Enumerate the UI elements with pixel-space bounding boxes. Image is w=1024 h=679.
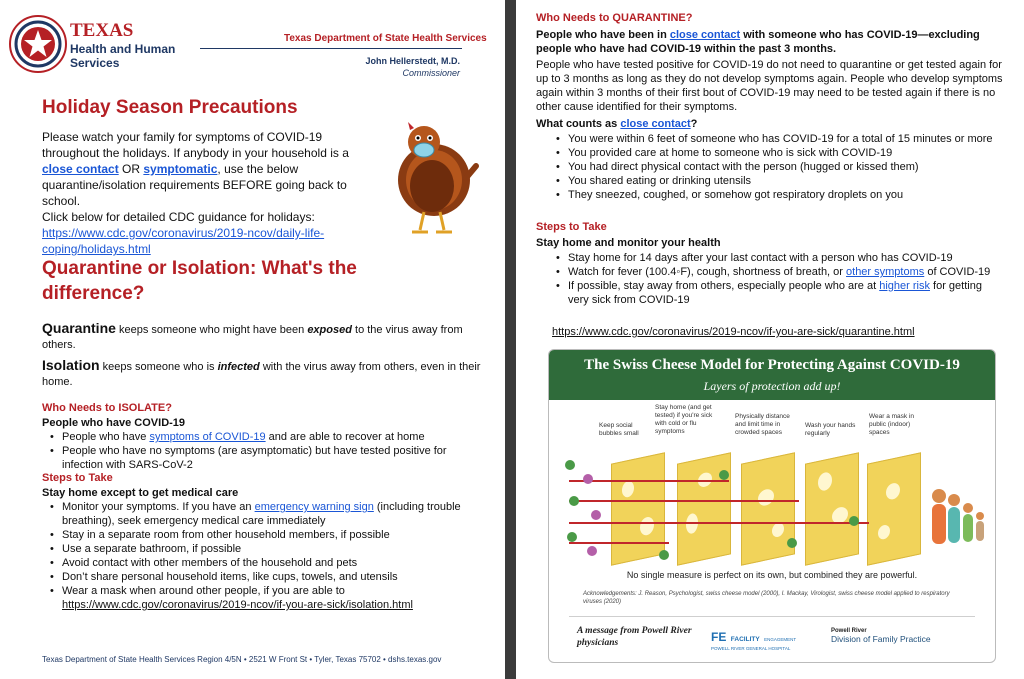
cheese-slice-5 bbox=[867, 452, 921, 565]
holiday-or: OR bbox=[118, 162, 144, 176]
list-item: • You provided care at home to someone who is sick with COVID-19 bbox=[550, 146, 1000, 160]
holiday-text-2: , use the below quarantine/isolation requirements BEFORE going back to school. bbox=[42, 162, 347, 208]
arrow-4 bbox=[569, 542, 669, 544]
steps-list bbox=[44, 500, 484, 598]
list-item: • Wear a mask when around other people, if you are able to bbox=[44, 584, 484, 598]
isolation-url-link[interactable]: https://www.cdc.gov/coronavirus/2019-ncov/if-you-are-sick/isolation.html bbox=[62, 599, 413, 611]
footer-divider bbox=[569, 616, 975, 617]
emergency-warning-link[interactable]: emergency warning sign bbox=[254, 501, 374, 513]
layer-label-3: Physically distance and limit time in crowded spaces bbox=[735, 413, 790, 436]
cheese-slice-4 bbox=[805, 452, 859, 565]
turkey-icon bbox=[384, 108, 480, 236]
layer-label-1: Keep social bubbles small bbox=[599, 422, 639, 437]
list-item: • They sneezed, coughed, or somehow got respiratory droplets on you bbox=[550, 188, 1000, 202]
list-item: • Avoid contact with other members of the household and pets bbox=[44, 556, 484, 570]
list-item: • Stay home for 14 days after your last contact with a person who has COVID-19 bbox=[550, 251, 1000, 265]
layer-label-2: Stay home (and get tested) if you're sick with cold or flu symptoms bbox=[655, 404, 713, 435]
list-item: • Use a separate bathroom, if possible bbox=[44, 542, 484, 556]
close-contact-link[interactable]: close contact bbox=[42, 162, 119, 176]
isolation-text-1: keeps someone who is bbox=[99, 361, 218, 373]
holiday-text-1: Please watch your family for symptoms of COVID-19 throughout the holidays. If anybody in your household is a bbox=[42, 130, 349, 160]
logo-text-2: Health and Human bbox=[70, 42, 176, 56]
facility-text-3: POWELL RIVER GENERAL HOSPITAL bbox=[711, 646, 791, 651]
list-item: • Stay in a separate room from other household members, if possible bbox=[44, 528, 484, 542]
isolate-subheading: People who have COVID-19 bbox=[42, 417, 186, 429]
commissioner-title: Commissioner bbox=[402, 68, 460, 78]
virus-icon bbox=[787, 538, 797, 548]
facility-text-1: FACILITY bbox=[730, 636, 760, 643]
logo-text-3: Services bbox=[70, 56, 120, 70]
quarantine-word: Quarantine bbox=[42, 320, 116, 336]
isolation-word: Isolation bbox=[42, 357, 100, 373]
close-contact-link[interactable]: close contact bbox=[669, 29, 741, 41]
family-icon bbox=[927, 482, 987, 552]
quarantine-paragraph: People who have tested positive for COVID-19 do not need to quarantine or get tested again for up to 3 months as long as they do not develop symptoms again. People who develop symptoms again within 3 months of their first bout of COVID-19 may need to be tested again if there is no other cause identified for their symptoms. bbox=[536, 59, 1003, 113]
virus-icon bbox=[583, 474, 593, 484]
message-from: A message from Powell River physicians bbox=[577, 626, 692, 648]
steps-subheading-right: Stay home and monitor your health bbox=[536, 237, 721, 249]
arrow-2 bbox=[569, 500, 799, 502]
family-illustration bbox=[927, 482, 987, 552]
virus-icon bbox=[849, 516, 859, 526]
arrow-1 bbox=[569, 480, 729, 482]
symptoms-link[interactable]: symptoms of COVID-19 bbox=[149, 431, 266, 443]
quarantine-who: People who have been in close contact with someone who has COVID-19—excluding people who have had COVID-19 within the past 3 months. bbox=[536, 29, 980, 55]
right-page bbox=[516, 0, 1024, 679]
steps-heading: Steps to Take bbox=[42, 472, 113, 484]
quarantine-text-2: to the virus away from others. bbox=[42, 324, 463, 351]
isolate-heading: Who Needs to ISOLATE? bbox=[42, 402, 172, 414]
arrow-3 bbox=[569, 522, 869, 524]
higher-risk-link[interactable]: higher risk bbox=[879, 280, 930, 292]
virus-icon bbox=[587, 546, 597, 556]
list-item: • People who have symptoms of COVID-19 and are able to recover at home bbox=[44, 430, 484, 444]
division-text-2: Division of Family Practice bbox=[831, 634, 931, 644]
commissioner-name: John Hellerstedt, M.D. bbox=[365, 56, 460, 66]
infographic-subtitle: Layers of protection add up! bbox=[703, 379, 841, 393]
isolate-list bbox=[44, 430, 484, 472]
acknowledgements: Acknowledgements: J. Reason, Psychologist, swiss cheese model (2000), I. Mackay, Virologist, swiss cheese model applied to respiratory viruses (2020) bbox=[583, 591, 950, 605]
steps-subheading: Stay home except to get medical care bbox=[42, 487, 239, 499]
quarantine-heading: Who Needs to QUARANTINE? bbox=[536, 12, 693, 24]
list-item: • People who have no symptoms (are asymptomatic) but have tested positive for infection with SARS-CoV-2 bbox=[44, 444, 484, 472]
quarantine-text-1: keeps someone who might have been bbox=[115, 324, 308, 336]
close-contact-heading: What counts as close contact? bbox=[536, 118, 698, 130]
layer-label-4: Wash your hands regularly bbox=[805, 422, 856, 437]
list-item: • You had direct physical contact with the person (hugged or kissed them) bbox=[550, 160, 1000, 174]
division-text-1: Powell River bbox=[831, 628, 867, 634]
facility-text-2: ENGAGEMENT bbox=[764, 637, 797, 642]
cheese-slice-3 bbox=[741, 452, 795, 565]
list-item: • You were within 6 feet of someone who has COVID-19 for a total of 15 minutes or more bbox=[550, 132, 1000, 146]
facility-logo bbox=[711, 628, 821, 651]
holiday-text-3: Click below for detailed CDC guidance for holidays: bbox=[42, 210, 315, 224]
virus-icon bbox=[591, 510, 601, 520]
swiss-cheese-infographic bbox=[548, 349, 996, 663]
isolation-definition bbox=[42, 358, 482, 390]
infographic-header bbox=[549, 350, 995, 400]
department-name: Texas Department of State Health Services bbox=[284, 33, 487, 44]
virus-icon bbox=[567, 532, 577, 542]
holiday-paragraph bbox=[42, 129, 362, 257]
quarantine-url-link[interactable]: https://www.cdc.gov/coronavirus/2019-ncov/if-you-are-sick/quarantine.html bbox=[552, 326, 915, 338]
texas-hhs-logo bbox=[8, 14, 68, 74]
steps-heading-right: Steps to Take bbox=[536, 221, 607, 233]
other-symptoms-link[interactable]: other symptoms bbox=[846, 266, 925, 278]
steps-list-right bbox=[550, 251, 1000, 307]
holiday-title: Holiday Season Precautions bbox=[42, 97, 298, 118]
list-item: • If possible, stay away from others, especially people who are at higher risk for getting very sick from COVID-19 bbox=[550, 279, 1000, 307]
facility-icon: FE bbox=[711, 630, 727, 644]
quarantine-definition bbox=[42, 321, 482, 353]
list-item: • You shared eating or drinking utensils bbox=[550, 174, 1000, 188]
cheese-slice-1 bbox=[611, 452, 665, 565]
quarantine-emphasis: exposed bbox=[307, 324, 352, 336]
list-item: • Monitor your symptoms. If you have an emergency warning sign (including trouble breathing), seek emergency medical care immediately bbox=[44, 500, 484, 528]
virus-icon bbox=[569, 496, 579, 506]
close-contact-link-2[interactable]: close contact bbox=[620, 118, 691, 130]
infographic-title: The Swiss Cheese Model for Protecting Against COVID-19 bbox=[584, 357, 960, 373]
holidays-url-link[interactable]: https://www.cdc.gov/coronavirus/2019-ncov/daily-life-coping/holidays.html bbox=[42, 226, 325, 256]
turkey-illustration bbox=[384, 108, 480, 236]
virus-icon bbox=[719, 470, 729, 480]
division-logo bbox=[831, 628, 961, 644]
qi-title: Quarantine or Isolation: What's the difference? bbox=[42, 258, 357, 304]
header-rule bbox=[200, 48, 462, 49]
list-item: • Don’t share personal household items, like cups, towels, and utensils bbox=[44, 570, 484, 584]
isolation-text-2: with the virus away from others, even in their home. bbox=[42, 361, 481, 388]
virus-icon bbox=[565, 460, 575, 470]
close-contact-list bbox=[550, 132, 1000, 202]
page-footer: Texas Department of State Health Services Region 4/5N • 2521 W Front St • Tyler, Texas 75702 • dshs.texas.gov bbox=[42, 655, 442, 664]
texas-seal-icon bbox=[8, 14, 68, 74]
list-item: • Watch for fever (100.4◦F), cough, shortness of breath, or other symptoms of COVID-19 bbox=[550, 265, 1000, 279]
virus-icon bbox=[659, 550, 669, 560]
isolation-emphasis: infected bbox=[217, 361, 260, 373]
left-page bbox=[0, 0, 505, 679]
layer-label-5: Wear a mask in public (indoor) spaces bbox=[869, 413, 915, 436]
infographic-caption: No single measure is perfect on its own, but combined they are powerful. bbox=[626, 570, 918, 580]
logo-text-1: TEXAS bbox=[70, 20, 134, 41]
symptomatic-link[interactable]: symptomatic bbox=[143, 162, 218, 176]
